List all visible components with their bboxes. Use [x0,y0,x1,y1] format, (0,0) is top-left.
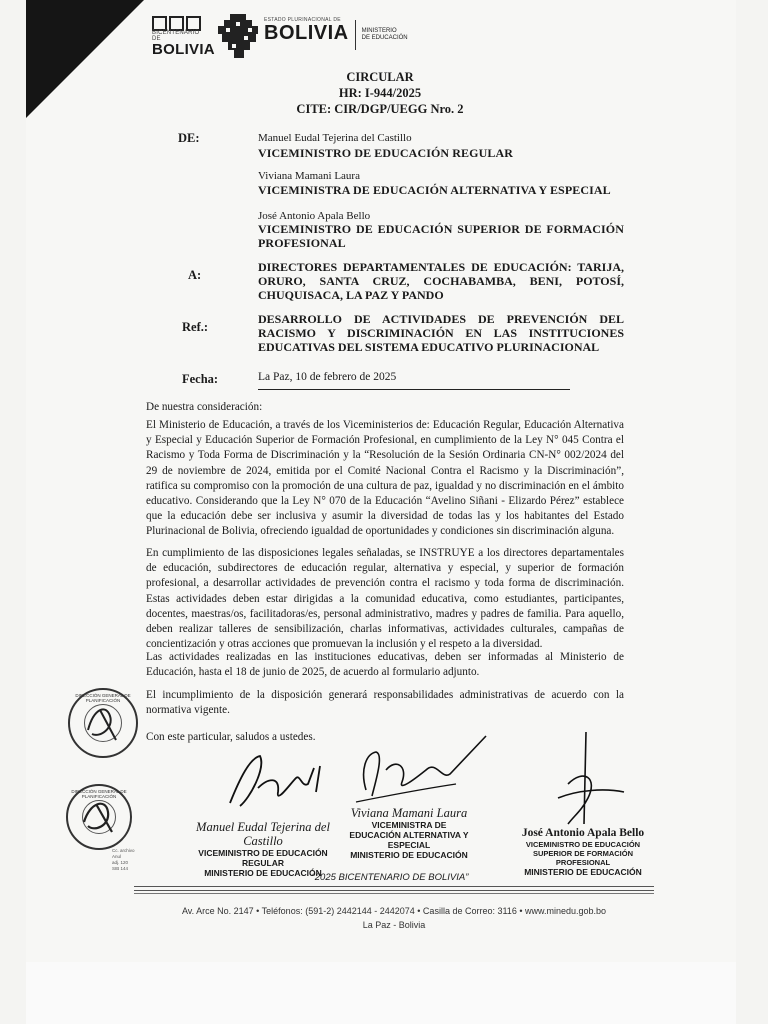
footer-city: La Paz - Bolivia [362,920,426,930]
signature-1-name: Manuel Eudal Tejerina del Castillo [196,820,330,848]
handwritten-signature-icon [346,730,496,810]
country-label: BOLIVIA [264,22,349,44]
a-label: A: [188,268,202,282]
planning-stamp-bottom [66,784,132,850]
footer-address: Av. Arce No. 2147 • Teléfonos: (591-2) 2442144 - 2442074 • Casilla de Correo: 3116 • www.minedu.gob.bo [181,906,607,916]
signature-3-charge: VICEMINISTRO DE EDUCACIÓN SUPERIOR DE FORMACIÓN PROFESIONAL [525,840,641,867]
de-label: DE: [178,131,200,145]
handwritten-signature-icon [528,728,638,828]
greeting: De nuestra consideración: [146,401,263,413]
bicentenario-small-text: BICENTENARIO DE [152,30,200,42]
planning-stamp-top [68,688,138,758]
paragraph-2: En cumplimiento de las disposiciones legales señaladas, se INSTRUYE a los directores departamentales de educación, subdirectores de educación regular, alternativa y especial, y superior de formación profesional, a desarrollar actividades de prevención contra el racismo y toda forma de discriminación. Estas actividades deben estar dirigidas a la comunidad educativa, como estudiantes, participantes, docentes, maestras/os, facilitadoras/es, personal administrativo, madres y padres de familia. Para aquello, deben realizar talleres de sensibilización, charlas informativas, actividades culturales, campañas de concientización y otras acciones que promuevan la inclusión y el respeto a la diversidad. [146,547,624,651]
handling-notes: Cc. archivo Anul adj. 120 SIB 144 [112,848,135,871]
header-divider [258,389,570,390]
scan-shadow-corner [26,0,144,118]
ministry-line-2: DE EDUCACIÓN [361,35,408,41]
handwritten-signature-icon [220,748,340,818]
bicentenario-country: BOLIVIA [152,41,215,58]
fecha-label: Fecha: [182,372,219,386]
signature-2-charge: VICEMINISTRA DE EDUCACIÓN ALTERNATIVA Y ESPECIAL [349,820,469,850]
sender-2-name: Viviana Mamani Laura [258,170,360,182]
ministry-label [362,28,408,42]
sender-3-role: VICEMINISTRO DE EDUCACIÓN SUPERIOR DE FORMACIÓN PROFESIONAL [258,222,624,250]
signature-3-name: José Antonio Apala Bello [521,827,645,839]
circular-cite: CITE: CIR/DGP/UEGG Nro. 2 [296,102,464,116]
signature-2-name: Viviana Mamani Laura [350,806,468,820]
signature-block-1 [190,820,336,878]
sender-1-name: Manuel Eudal Tejerina del Castillo [258,132,412,144]
bicentenario-logo [152,16,215,58]
signature-1-charge: VICEMINISTRO DE EDUCACIÓN REGULAR [198,848,328,868]
signature-1-ministry: MINISTERIO DE EDUCACIÓN [204,868,322,878]
paragraph-4: El incumplimiento de la disposición generará responsabilidades administrativas de acuerdo con la normativa vigente. [146,689,624,717]
signature-block-2 [346,806,472,860]
fecha-value: La Paz, 10 de febrero de 2025 [258,371,397,383]
paragraph-3: Las actividades realizadas en las instituciones educativas, deben ser informadas al Ministerio de Educación, hasta el 18 de junio de 2025, de acuerdo al formulario adjunto. [146,651,624,679]
logo-divider [355,20,356,50]
sender-1-role: VICEMINISTRO DE EDUCACIÓN REGULAR [258,146,513,160]
sender-3-name: José Antonio Apala Bello [258,210,371,222]
signature-block-3 [518,826,648,877]
stamp-initials-icon [70,690,136,756]
paragraph-1: El Ministerio de Educación, a través de los Viceministerios de: Educación Regular, Educación Alternativa y Especial y Educación Superior de Formación Profesional, en cumplimiento de la Ley N° 045 Contra el Racismo y Toda Forma de Discriminación y la “Resolución de la Sesión Ordinaria CN-N° 002/2024 del 29 de noviembre de 2024, emitida por el Comité Nacional Contra el Racismo y la Discriminación”, ratifica su compromiso con la promoción de una cultura de paz, igualdad y no discriminación en el ámbito educativo. Considerando que la Ley N° 070 de la Educación “Avelino Siñani - Elizardo Pérez” establece que la educación debe ser inclusiva y asumir la diversidad de todas las y los habitantes del Estado Plurinacional de Bolivia, ofreciendo igualdad de oportunidades y condiciones sin discriminación alguna. [146,419,624,538]
closing: Con este particular, saludos a ustedes. [146,731,316,743]
bicentennial-motto: “2025 BICENTENARIO DE BOLIVIA” [311,872,469,883]
ministry-logo [216,14,408,58]
chakana-logo-icon [216,14,262,58]
reference: DESARROLLO DE ACTIVIDADES DE PREVENCIÓN DEL RACISMO Y DISCRIMINACIÓN EN LAS INSTITUCIONES EDUCATIVAS DEL SISTEMA EDUCATIVO PLURINACIONAL [258,312,624,354]
ministry-line-1: MINISTERIO [361,28,397,34]
footer-rule [134,886,654,891]
circular-hr: HR: I-944/2025 [338,86,422,100]
bicentenario-glyphs [152,16,208,28]
stamp-initials-icon [68,786,130,848]
scan-bottom-margin [26,962,736,1024]
signature-3-ministry: MINISTERIO DE EDUCACIÓN [524,867,642,877]
stamp-text: DIRECCIÓN GENERAL DE PLANIFICACIÓN [71,789,127,799]
stamp-text: DIRECCIÓN GENERAL DE PLANIFICACIÓN [75,693,131,703]
footer-rule-thin [134,893,654,894]
state-label: ESTADO PLURINACIONAL DE [264,17,341,23]
circular-title: CIRCULAR [346,70,414,84]
ref-label: Ref.: [182,320,209,334]
recipients: DIRECTORES DEPARTAMENTALES DE EDUCACIÓN: TARIJA, ORURO, SANTA CRUZ, COCHABAMBA, BENI, POTOSÍ, CHUQUISACA, LA PAZ Y PANDO [258,260,624,302]
sender-2-role: VICEMINISTRA DE EDUCACIÓN ALTERNATIVA Y ESPECIAL [258,183,611,197]
signature-2-ministry: MINISTERIO DE EDUCACIÓN [350,850,468,860]
